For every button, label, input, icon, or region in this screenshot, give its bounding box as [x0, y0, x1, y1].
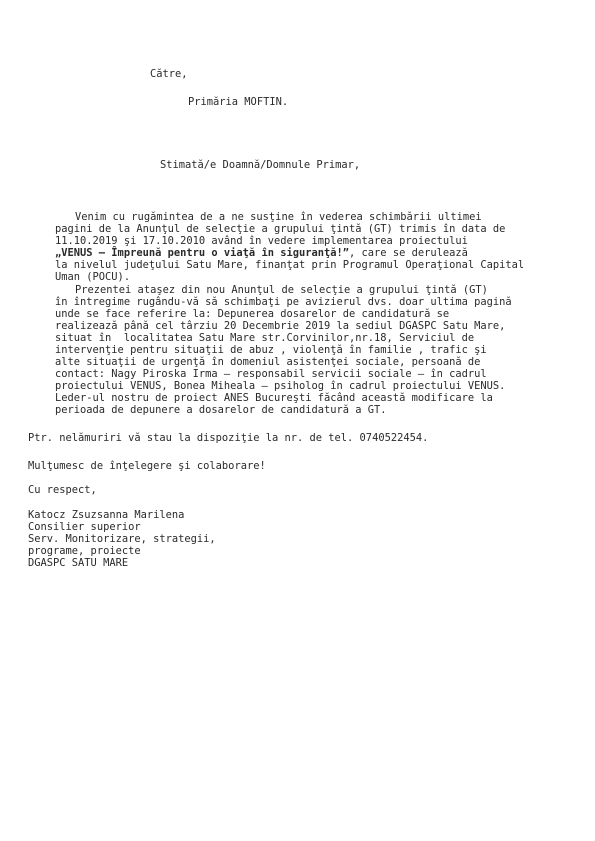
paragraph-2-line: perioada de depunere a dosarelor de candidatură a GT. — [55, 404, 387, 416]
paragraph-2-line: contact: Nagy Piroska Irma – responsabil servicii sociale – în cadrul — [55, 368, 487, 380]
paragraph-2-line: unde se face referire la: Depunerea dosarelor de candidatură se — [55, 308, 450, 320]
paragraph-2-line: realizează până cel târziu 20 Decembrie 2019 la sediul DGASPC Satu Mare, — [55, 320, 506, 332]
paragraph-2-line: Leder-ul nostru de proiect ANES Bucureşti făcând această modificare la — [55, 392, 493, 404]
contact-line: Ptr. nelămuriri vă stau la dispoziţie la nr. de tel. 0740522454. — [28, 432, 429, 444]
project-name: „VENUS – Împreună pentru o viaţă în siguranţă!” — [55, 247, 350, 259]
paragraph-2-line: în întregime rugându-vă să schimbaţi pe avizierul dvs. doar ultima pagină — [55, 296, 512, 308]
closing-line: Cu respect, — [28, 484, 97, 496]
paragraph-2-line: situat în localitatea Satu Mare str.Corvinilor,nr.18, Serviciul de — [55, 332, 475, 344]
paragraph-1-line: 11.10.2019 şi 17.10.2010 având în vedere implementarea proiectului — [55, 235, 468, 247]
signatory-institution: DGASPC SATU MARE — [28, 557, 129, 569]
paragraph-1-line: Uman (POCU). — [55, 271, 131, 283]
salutation: Stimată/e Doamnă/Domnule Primar, — [160, 159, 361, 171]
paragraph-1-line: la nivelul judeţului Satu Mare, finanţat prin Programul Operaţional Capital — [55, 259, 525, 271]
recipient: Primăria MOFTIN. — [188, 96, 289, 108]
thanks-line: Mulţumesc de înţelegere şi colaborare! — [28, 460, 266, 472]
paragraph-1-line: Venim cu rugămintea de a ne susţine în vederea schimbării ultimei — [75, 211, 482, 223]
paragraph-2-line: Prezentei ataşez din nou Anunţul de selecţie a grupului ţintă (GT) — [75, 284, 488, 296]
paragraph-2-line: proiectului VENUS, Bonea Miheala – psiholog în cadrul proiectului VENUS. — [55, 380, 506, 392]
paragraph-1-line-4-rest: , care se derulează — [349, 247, 468, 259]
signatory-department: programe, proiecte — [28, 545, 141, 557]
signatory-department: Serv. Monitorizare, strategii, — [28, 533, 216, 545]
paragraph-2-line: alte situaţii de urgenţă în domeniul asistenţei sociale, persoană de — [55, 356, 481, 368]
signatory-name: Katocz Zsuzsanna Marilena — [28, 509, 185, 521]
signatory-title: Consilier superior — [28, 521, 141, 533]
paragraph-1-line-4 — [55, 247, 468, 260]
paragraph-2-line: intervenţie pentru situaţii de abuz , violenţă în familie , trafic şi — [55, 344, 487, 356]
paragraph-1-line: pagini de la Anunţul de selecţie a grupului ţintă (GT) trimis în data de — [55, 223, 506, 235]
to-label: Către, — [150, 68, 188, 80]
